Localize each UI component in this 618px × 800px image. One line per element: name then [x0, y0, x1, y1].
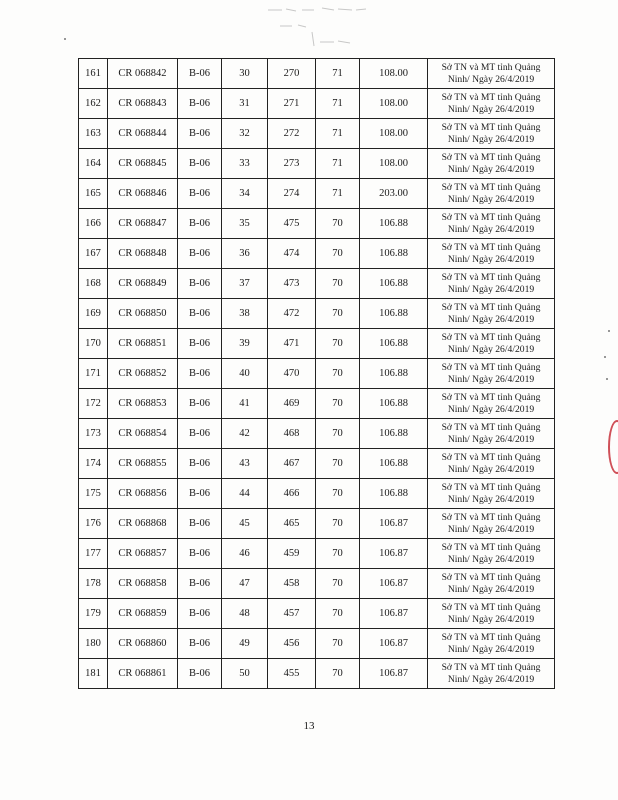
column-6-cell: 70	[316, 329, 360, 359]
table-row	[79, 569, 555, 599]
column-4-cell: 33	[222, 149, 268, 179]
row-number-cell: 172	[79, 389, 108, 419]
row-number-cell: 181	[79, 659, 108, 689]
map-sheet-cell: B-06	[178, 599, 222, 629]
issuing-authority-line-2: Ninh/ Ngày 26/4/2019	[447, 523, 535, 535]
table-row	[79, 179, 555, 209]
column-4-cell: 41	[222, 389, 268, 419]
issuing-authority-cell	[428, 119, 555, 149]
issuing-authority-line-1: Sở TN và MT tỉnh Quảng	[441, 61, 541, 73]
table-row	[79, 269, 555, 299]
column-6-cell: 70	[316, 419, 360, 449]
issuing-authority-line-1: Sở TN và MT tỉnh Quảng	[441, 361, 541, 373]
column-6-cell: 70	[316, 209, 360, 239]
issuing-authority-cell	[428, 179, 555, 209]
column-5-cell: 471	[268, 329, 316, 359]
column-5-cell: 270	[268, 59, 316, 89]
column-5-cell: 456	[268, 629, 316, 659]
area-cell: 106.87	[360, 509, 428, 539]
certificate-code-cell: CR 068861	[108, 659, 178, 689]
column-6-cell: 70	[316, 359, 360, 389]
issuing-authority-line-1: Sở TN và MT tỉnh Quảng	[441, 331, 541, 343]
issuing-authority-line-2: Ninh/ Ngày 26/4/2019	[447, 313, 535, 325]
column-6-cell: 70	[316, 299, 360, 329]
issuing-authority-line-1: Sở TN và MT tỉnh Quảng	[441, 571, 541, 583]
area-cell: 108.00	[360, 119, 428, 149]
certificate-code-cell: CR 068851	[108, 329, 178, 359]
row-number-cell: 174	[79, 449, 108, 479]
column-6-cell: 70	[316, 509, 360, 539]
map-sheet-cell: B-06	[178, 629, 222, 659]
column-5-cell: 458	[268, 569, 316, 599]
issuing-authority-cell	[428, 269, 555, 299]
column-4-cell: 47	[222, 569, 268, 599]
map-sheet-cell: B-06	[178, 569, 222, 599]
issuing-authority-line-1: Sở TN và MT tỉnh Quảng	[441, 91, 541, 103]
issuing-authority-line-1: Sở TN và MT tỉnh Quảng	[441, 181, 541, 193]
table-row	[79, 299, 555, 329]
certificate-code-cell: CR 068843	[108, 89, 178, 119]
issuing-authority-cell	[428, 599, 555, 629]
table-row	[79, 359, 555, 389]
certificate-code-cell: CR 068846	[108, 179, 178, 209]
page-number: 13	[303, 720, 315, 732]
issuing-authority-line-2: Ninh/ Ngày 26/4/2019	[447, 253, 535, 265]
column-6-cell: 71	[316, 59, 360, 89]
issuing-authority-cell	[428, 479, 555, 509]
table-row	[79, 599, 555, 629]
table-row	[79, 539, 555, 569]
table-row	[79, 389, 555, 419]
map-sheet-cell: B-06	[178, 179, 222, 209]
table-row	[79, 329, 555, 359]
column-6-cell: 70	[316, 239, 360, 269]
issuing-authority-cell	[428, 569, 555, 599]
column-5-cell: 271	[268, 89, 316, 119]
certificate-code-cell: CR 068868	[108, 509, 178, 539]
column-5-cell: 469	[268, 389, 316, 419]
area-cell: 203.00	[360, 179, 428, 209]
row-number-cell: 161	[79, 59, 108, 89]
certificate-code-cell: CR 068854	[108, 419, 178, 449]
row-number-cell: 164	[79, 149, 108, 179]
table-row	[79, 239, 555, 269]
issuing-authority-line-2: Ninh/ Ngày 26/4/2019	[447, 163, 535, 175]
column-4-cell: 38	[222, 299, 268, 329]
table-row	[79, 59, 555, 89]
column-5-cell: 459	[268, 539, 316, 569]
area-cell: 106.88	[360, 419, 428, 449]
issuing-authority-line-2: Ninh/ Ngày 26/4/2019	[447, 583, 535, 595]
column-5-cell: 467	[268, 449, 316, 479]
certificate-code-cell: CR 068844	[108, 119, 178, 149]
column-4-cell: 31	[222, 89, 268, 119]
issuing-authority-line-2: Ninh/ Ngày 26/4/2019	[447, 343, 535, 355]
area-cell: 106.88	[360, 389, 428, 419]
column-6-cell: 71	[316, 179, 360, 209]
table-row	[79, 149, 555, 179]
issuing-authority-cell	[428, 509, 555, 539]
row-number-cell: 163	[79, 119, 108, 149]
column-4-cell: 34	[222, 179, 268, 209]
column-4-cell: 37	[222, 269, 268, 299]
issuing-authority-line-1: Sở TN và MT tỉnh Quảng	[441, 421, 541, 433]
scan-speck	[604, 356, 606, 358]
issuing-authority-line-2: Ninh/ Ngày 26/4/2019	[447, 493, 535, 505]
issuing-authority-line-2: Ninh/ Ngày 26/4/2019	[447, 373, 535, 385]
area-cell: 106.88	[360, 479, 428, 509]
area-cell: 106.87	[360, 569, 428, 599]
issuing-authority-cell	[428, 59, 555, 89]
row-number-cell: 179	[79, 599, 108, 629]
scan-speck	[608, 330, 610, 332]
map-sheet-cell: B-06	[178, 239, 222, 269]
area-cell: 106.88	[360, 209, 428, 239]
map-sheet-cell: B-06	[178, 119, 222, 149]
column-5-cell: 465	[268, 509, 316, 539]
column-5-cell: 470	[268, 359, 316, 389]
issuing-authority-cell	[428, 629, 555, 659]
column-4-cell: 40	[222, 359, 268, 389]
issuing-authority-line-2: Ninh/ Ngày 26/4/2019	[447, 463, 535, 475]
area-cell: 106.88	[360, 299, 428, 329]
area-cell: 106.88	[360, 269, 428, 299]
issuing-authority-line-1: Sở TN và MT tỉnh Quảng	[441, 271, 541, 283]
row-number-cell: 176	[79, 509, 108, 539]
issuing-authority-line-2: Ninh/ Ngày 26/4/2019	[447, 283, 535, 295]
area-cell: 106.87	[360, 599, 428, 629]
row-number-cell: 173	[79, 419, 108, 449]
issuing-authority-line-1: Sở TN và MT tỉnh Quảng	[441, 481, 541, 493]
column-4-cell: 48	[222, 599, 268, 629]
column-4-cell: 35	[222, 209, 268, 239]
area-cell: 106.87	[360, 659, 428, 689]
issuing-authority-line-2: Ninh/ Ngày 26/4/2019	[447, 643, 535, 655]
row-number-cell: 180	[79, 629, 108, 659]
scan-speck	[64, 38, 66, 40]
map-sheet-cell: B-06	[178, 59, 222, 89]
table-row	[79, 119, 555, 149]
issuing-authority-cell	[428, 299, 555, 329]
area-cell: 106.88	[360, 239, 428, 269]
land-certificate-table	[78, 58, 555, 689]
table-body	[79, 59, 555, 689]
map-sheet-cell: B-06	[178, 509, 222, 539]
column-4-cell: 36	[222, 239, 268, 269]
issuing-authority-line-1: Sở TN và MT tỉnh Quảng	[441, 301, 541, 313]
row-number-cell: 168	[79, 269, 108, 299]
issuing-authority-line-1: Sở TN và MT tỉnh Quảng	[441, 511, 541, 523]
table-row	[79, 659, 555, 689]
row-number-cell: 162	[79, 89, 108, 119]
column-5-cell: 466	[268, 479, 316, 509]
column-5-cell: 457	[268, 599, 316, 629]
issuing-authority-line-2: Ninh/ Ngày 26/4/2019	[447, 73, 535, 85]
column-6-cell: 71	[316, 89, 360, 119]
column-5-cell: 473	[268, 269, 316, 299]
table-row	[79, 509, 555, 539]
map-sheet-cell: B-06	[178, 539, 222, 569]
row-number-cell: 177	[79, 539, 108, 569]
column-4-cell: 45	[222, 509, 268, 539]
map-sheet-cell: B-06	[178, 479, 222, 509]
column-5-cell: 455	[268, 659, 316, 689]
certificate-code-cell: CR 068850	[108, 299, 178, 329]
area-cell: 106.88	[360, 329, 428, 359]
column-6-cell: 70	[316, 479, 360, 509]
table-row	[79, 479, 555, 509]
issuing-authority-line-2: Ninh/ Ngày 26/4/2019	[447, 673, 535, 685]
column-5-cell: 472	[268, 299, 316, 329]
certificate-code-cell: CR 068853	[108, 389, 178, 419]
column-4-cell: 43	[222, 449, 268, 479]
row-number-cell: 169	[79, 299, 108, 329]
faded-header-stamp	[262, 2, 372, 52]
area-cell: 108.00	[360, 89, 428, 119]
issuing-authority-line-1: Sở TN và MT tỉnh Quảng	[441, 631, 541, 643]
issuing-authority-line-2: Ninh/ Ngày 26/4/2019	[447, 193, 535, 205]
map-sheet-cell: B-06	[178, 209, 222, 239]
column-6-cell: 70	[316, 449, 360, 479]
table-row	[79, 419, 555, 449]
column-4-cell: 44	[222, 479, 268, 509]
map-sheet-cell: B-06	[178, 419, 222, 449]
issuing-authority-cell	[428, 149, 555, 179]
certificate-code-cell: CR 068855	[108, 449, 178, 479]
certificate-code-cell: CR 068842	[108, 59, 178, 89]
issuing-authority-line-1: Sở TN và MT tỉnh Quảng	[441, 211, 541, 223]
issuing-authority-line-1: Sở TN và MT tỉnh Quảng	[441, 541, 541, 553]
row-number-cell: 178	[79, 569, 108, 599]
column-4-cell: 46	[222, 539, 268, 569]
row-number-cell: 166	[79, 209, 108, 239]
map-sheet-cell: B-06	[178, 329, 222, 359]
issuing-authority-cell	[428, 389, 555, 419]
column-4-cell: 49	[222, 629, 268, 659]
table-row	[79, 89, 555, 119]
certificate-code-cell: CR 068852	[108, 359, 178, 389]
column-6-cell: 70	[316, 389, 360, 419]
issuing-authority-line-1: Sở TN và MT tỉnh Quảng	[441, 391, 541, 403]
issuing-authority-line-1: Sở TN và MT tỉnh Quảng	[441, 661, 541, 673]
column-5-cell: 274	[268, 179, 316, 209]
certificate-code-cell: CR 068845	[108, 149, 178, 179]
map-sheet-cell: B-06	[178, 449, 222, 479]
certificate-code-cell: CR 068858	[108, 569, 178, 599]
map-sheet-cell: B-06	[178, 659, 222, 689]
column-6-cell: 70	[316, 569, 360, 599]
column-4-cell: 30	[222, 59, 268, 89]
area-cell: 108.00	[360, 59, 428, 89]
issuing-authority-cell	[428, 329, 555, 359]
column-5-cell: 273	[268, 149, 316, 179]
column-6-cell: 71	[316, 149, 360, 179]
area-cell: 106.87	[360, 539, 428, 569]
area-cell: 108.00	[360, 149, 428, 179]
certificate-code-cell: CR 068848	[108, 239, 178, 269]
issuing-authority-cell	[428, 539, 555, 569]
column-5-cell: 272	[268, 119, 316, 149]
certificate-code-cell: CR 068856	[108, 479, 178, 509]
issuing-authority-cell	[428, 89, 555, 119]
row-number-cell: 165	[79, 179, 108, 209]
certificate-code-cell: CR 068857	[108, 539, 178, 569]
column-6-cell: 70	[316, 599, 360, 629]
issuing-authority-line-2: Ninh/ Ngày 26/4/2019	[447, 133, 535, 145]
issuing-authority-line-2: Ninh/ Ngày 26/4/2019	[447, 433, 535, 445]
column-6-cell: 70	[316, 659, 360, 689]
issuing-authority-cell	[428, 359, 555, 389]
map-sheet-cell: B-06	[178, 149, 222, 179]
row-number-cell: 171	[79, 359, 108, 389]
issuing-authority-cell	[428, 209, 555, 239]
issuing-authority-line-2: Ninh/ Ngày 26/4/2019	[447, 223, 535, 235]
column-4-cell: 32	[222, 119, 268, 149]
column-4-cell: 39	[222, 329, 268, 359]
issuing-authority-cell	[428, 239, 555, 269]
area-cell: 106.88	[360, 449, 428, 479]
column-5-cell: 474	[268, 239, 316, 269]
scan-speck	[606, 378, 608, 380]
area-cell: 106.88	[360, 359, 428, 389]
map-sheet-cell: B-06	[178, 359, 222, 389]
red-seal-mark	[608, 420, 618, 474]
issuing-authority-line-2: Ninh/ Ngày 26/4/2019	[447, 403, 535, 415]
certificate-code-cell: CR 068847	[108, 209, 178, 239]
issuing-authority-line-2: Ninh/ Ngày 26/4/2019	[447, 553, 535, 565]
column-4-cell: 50	[222, 659, 268, 689]
issuing-authority-cell	[428, 419, 555, 449]
column-6-cell: 70	[316, 539, 360, 569]
table-row	[79, 449, 555, 479]
certificate-code-cell: CR 068859	[108, 599, 178, 629]
table-row	[79, 209, 555, 239]
column-6-cell: 70	[316, 629, 360, 659]
row-number-cell: 170	[79, 329, 108, 359]
issuing-authority-line-1: Sở TN và MT tỉnh Quảng	[441, 121, 541, 133]
map-sheet-cell: B-06	[178, 389, 222, 419]
issuing-authority-line-1: Sở TN và MT tỉnh Quảng	[441, 241, 541, 253]
issuing-authority-cell	[428, 659, 555, 689]
column-4-cell: 42	[222, 419, 268, 449]
issuing-authority-cell	[428, 449, 555, 479]
table-row	[79, 629, 555, 659]
certificate-code-cell: CR 068860	[108, 629, 178, 659]
column-5-cell: 475	[268, 209, 316, 239]
map-sheet-cell: B-06	[178, 269, 222, 299]
issuing-authority-line-1: Sở TN và MT tỉnh Quảng	[441, 451, 541, 463]
column-5-cell: 468	[268, 419, 316, 449]
column-6-cell: 70	[316, 269, 360, 299]
map-sheet-cell: B-06	[178, 89, 222, 119]
row-number-cell: 167	[79, 239, 108, 269]
row-number-cell: 175	[79, 479, 108, 509]
issuing-authority-line-1: Sở TN và MT tỉnh Quảng	[441, 151, 541, 163]
column-6-cell: 71	[316, 119, 360, 149]
issuing-authority-line-1: Sở TN và MT tỉnh Quảng	[441, 601, 541, 613]
issuing-authority-line-2: Ninh/ Ngày 26/4/2019	[447, 103, 535, 115]
area-cell: 106.87	[360, 629, 428, 659]
certificate-code-cell: CR 068849	[108, 269, 178, 299]
issuing-authority-line-2: Ninh/ Ngày 26/4/2019	[447, 613, 535, 625]
map-sheet-cell: B-06	[178, 299, 222, 329]
